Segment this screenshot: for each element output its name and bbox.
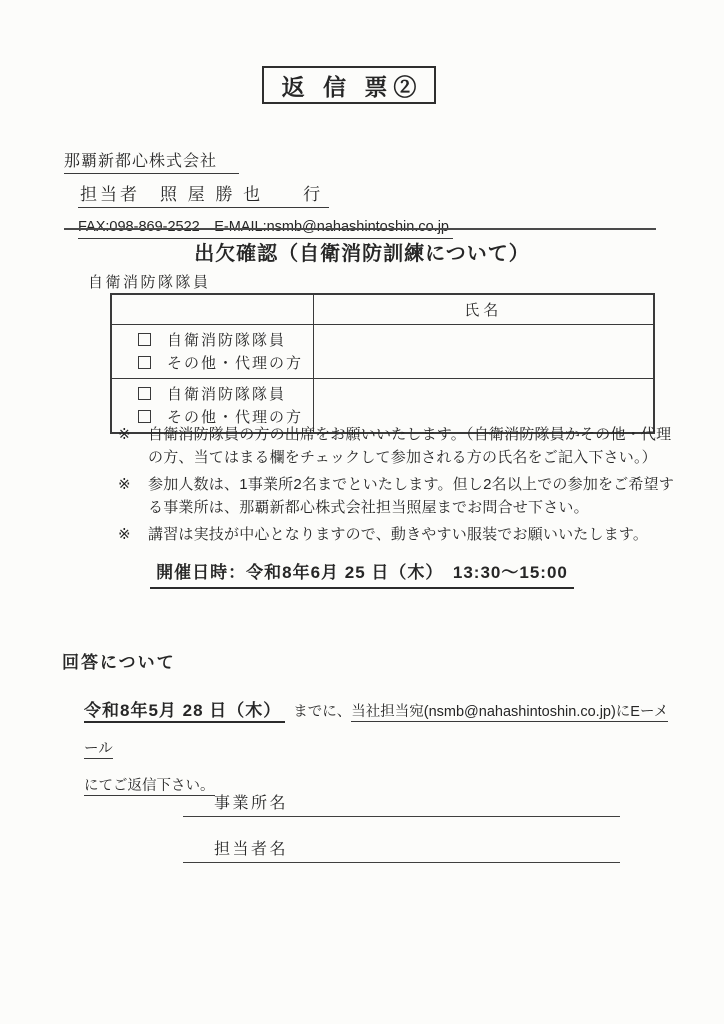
fax-email-line: FAX:098-869-2522 E-MAIL:nsmb@nahashintoshin.co.jp xyxy=(78,215,453,239)
note-item xyxy=(118,473,686,519)
role-options-cell xyxy=(111,324,313,378)
reply-instructions xyxy=(84,692,680,805)
contact-name-label: 担当者名 xyxy=(214,841,289,858)
form-title: 返 信 票② xyxy=(281,73,423,100)
attendee-section-label: 自衛消防隊隊員 xyxy=(88,274,211,291)
checkbox[interactable] xyxy=(138,387,151,400)
note-text: 自衛消防隊員の方の出席をお願いいたします。（自衛消防隊員かその他・代理の方、当てはまる欄をチェックして参加される方の氏名をご記入下さい。） xyxy=(148,426,672,466)
business-name-field xyxy=(183,790,620,817)
reply-closing-text: にてご返信下さい。 xyxy=(84,778,215,794)
checkbox[interactable] xyxy=(138,356,151,369)
reply-email-text: 当社担当宛(nsmb@nahashintoshin.co.jp)にEーメール xyxy=(84,704,669,757)
note-item xyxy=(118,523,686,546)
option-row xyxy=(138,383,313,405)
checkbox-option-label: 自衛消防隊隊員 xyxy=(167,386,287,403)
notes-list xyxy=(118,423,686,550)
section-divider xyxy=(64,228,656,230)
checkbox[interactable] xyxy=(138,410,151,423)
name-column-header: 氏名 xyxy=(313,294,654,324)
note-text: 参加人数は、1事業所2名までといたします。但し2名以上での参加をご希望する事業所は、那覇新都心株式会社担当照屋までお問合せ下さい。 xyxy=(148,476,675,516)
note-text: 講習は実技が中心となりますので、動きやすい服装でお願いいたします。 xyxy=(148,526,649,543)
table-header-row xyxy=(111,294,654,324)
reply-deadline: 令和8年5月 28 日（木） xyxy=(84,701,285,723)
event-value: 令和8年6月 25 日（木） 13:30～15:00 xyxy=(246,563,568,582)
sender-block xyxy=(64,148,453,239)
attention-line: 担当者 照 屋 勝 也 行 xyxy=(78,180,329,208)
reply-middle-text: までに、 xyxy=(293,704,352,720)
checkbox-option-label: その他・代理の方 xyxy=(167,409,304,426)
option-row xyxy=(138,329,313,351)
checkbox[interactable] xyxy=(138,333,151,346)
checkbox-option-label: 自衛消防隊隊員 xyxy=(167,332,287,349)
name-input-cell[interactable] xyxy=(313,324,654,378)
note-marker: ※ xyxy=(118,476,131,493)
event-datetime xyxy=(150,558,574,589)
note-marker: ※ xyxy=(118,426,131,443)
fill-in-fields xyxy=(183,790,620,863)
attendance-table xyxy=(110,293,655,434)
contact-name-field xyxy=(183,836,620,863)
page-heading: 出欠確認（自衛消防訓練について） xyxy=(194,243,530,265)
note-marker: ※ xyxy=(118,526,131,543)
event-label: 開催日時： xyxy=(156,563,247,582)
form-title-box xyxy=(262,66,436,104)
business-name-label: 事業所名 xyxy=(214,795,289,812)
checkbox-option-label: その他・代理の方 xyxy=(167,355,304,372)
event-datetime-line xyxy=(0,558,724,589)
options-column-header xyxy=(111,294,313,324)
reply-section-title: 回答について xyxy=(62,653,176,672)
company-name: 那覇新都心株式会社 xyxy=(64,148,239,174)
note-item xyxy=(118,423,686,469)
option-row xyxy=(138,352,313,374)
table-row xyxy=(111,324,654,378)
